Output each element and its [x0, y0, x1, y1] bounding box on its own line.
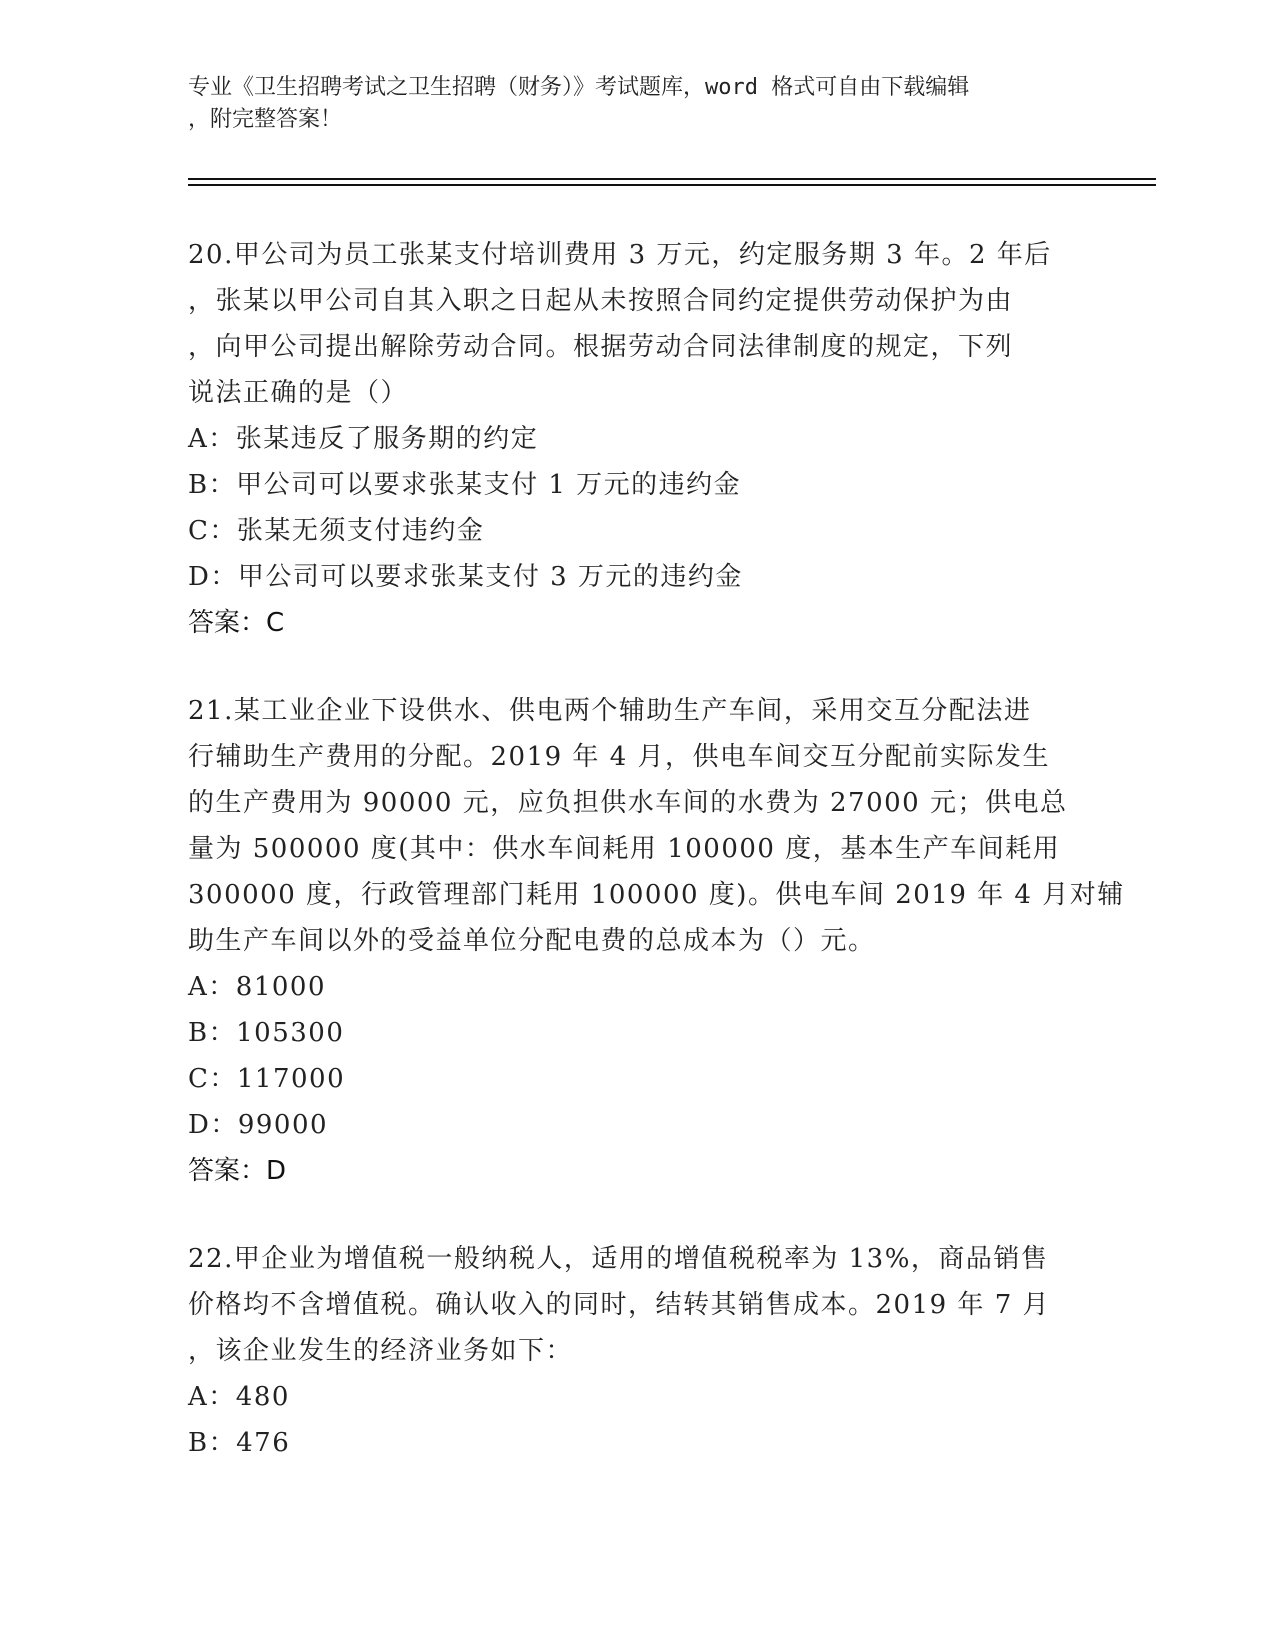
option-a: A：张某违反了服务期的约定 [188, 424, 539, 454]
option-d: D：甲公司可以要求张某支付 3 万元的违约金 [188, 562, 743, 592]
option-a: A：480 [188, 1382, 290, 1412]
question-21 [188, 688, 1125, 1194]
question-text-line: 22.甲企业为增值税一般纳税人，适用的增值税税率为 13%，商品销售 [188, 1244, 1049, 1274]
question-text-line: 助生产车间以外的受益单位分配电费的总成本为（）元。 [188, 926, 876, 956]
question-text-line: 21.某工业企业下设供水、供电两个辅助生产车间，采用交互分配法进 [188, 696, 1032, 726]
question-text-line: ，向甲公司提出解除劳动合同。根据劳动合同法律制度的规定，下列 [188, 332, 1014, 362]
option-d: D：99000 [188, 1110, 329, 1140]
question-text-line: 说法正确的是（） [188, 378, 409, 408]
question-text-line: ，该企业发生的经济业务如下： [188, 1336, 574, 1366]
question-text-line: 量为 500000 度(其中：供水车间耗用 100000 度，基本生产车间耗用 [188, 834, 1061, 864]
question-20 [188, 232, 1088, 646]
option-b: B：105300 [188, 1018, 345, 1048]
header-line-2: ，附完整答案！ [188, 107, 343, 132]
header-divider-bottom [188, 184, 1156, 186]
question-text-line: 行辅助生产费用的分配。2019 年 4 月，供电车间交互分配前实际发生 [188, 742, 1051, 772]
question-text-line: ，张某以甲公司自其入职之日起从未按照合同约定提供劳动保护为由 [188, 286, 1014, 316]
header-line-1: 专业《卫生招聘考试之卫生招聘（财务）》考试题库，word 格式可自由下载编辑 [188, 75, 970, 100]
question-text-line: 的生产费用为 90000 元，应负担供水车间的水费为 27000 元；供电总 [188, 788, 1068, 818]
answer-label: 答案：D [188, 1156, 287, 1186]
question-text-line: 300000 度，行政管理部门耗用 100000 度)。供电车间 2019 年 4 月对辅 [188, 880, 1125, 910]
answer-label: 答案：C [188, 608, 285, 638]
question-text-line: 价格均不含增值税。确认收入的同时，结转其销售成本。2019 年 7 月 [188, 1290, 1051, 1320]
question-22 [188, 1236, 1088, 1466]
page-header [188, 72, 1088, 136]
option-b: B：476 [188, 1428, 291, 1458]
option-a: A：81000 [188, 972, 326, 1002]
option-c: C：张某无须支付违约金 [188, 516, 485, 546]
option-c: C：117000 [188, 1064, 346, 1094]
option-b: B：甲公司可以要求张某支付 1 万元的违约金 [188, 470, 742, 500]
question-text-line: 20.甲公司为员工张某支付培训费用 3 万元，约定服务期 3 年。2 年后 [188, 240, 1052, 270]
header-divider-top [188, 178, 1156, 180]
question-list [188, 232, 1125, 1508]
